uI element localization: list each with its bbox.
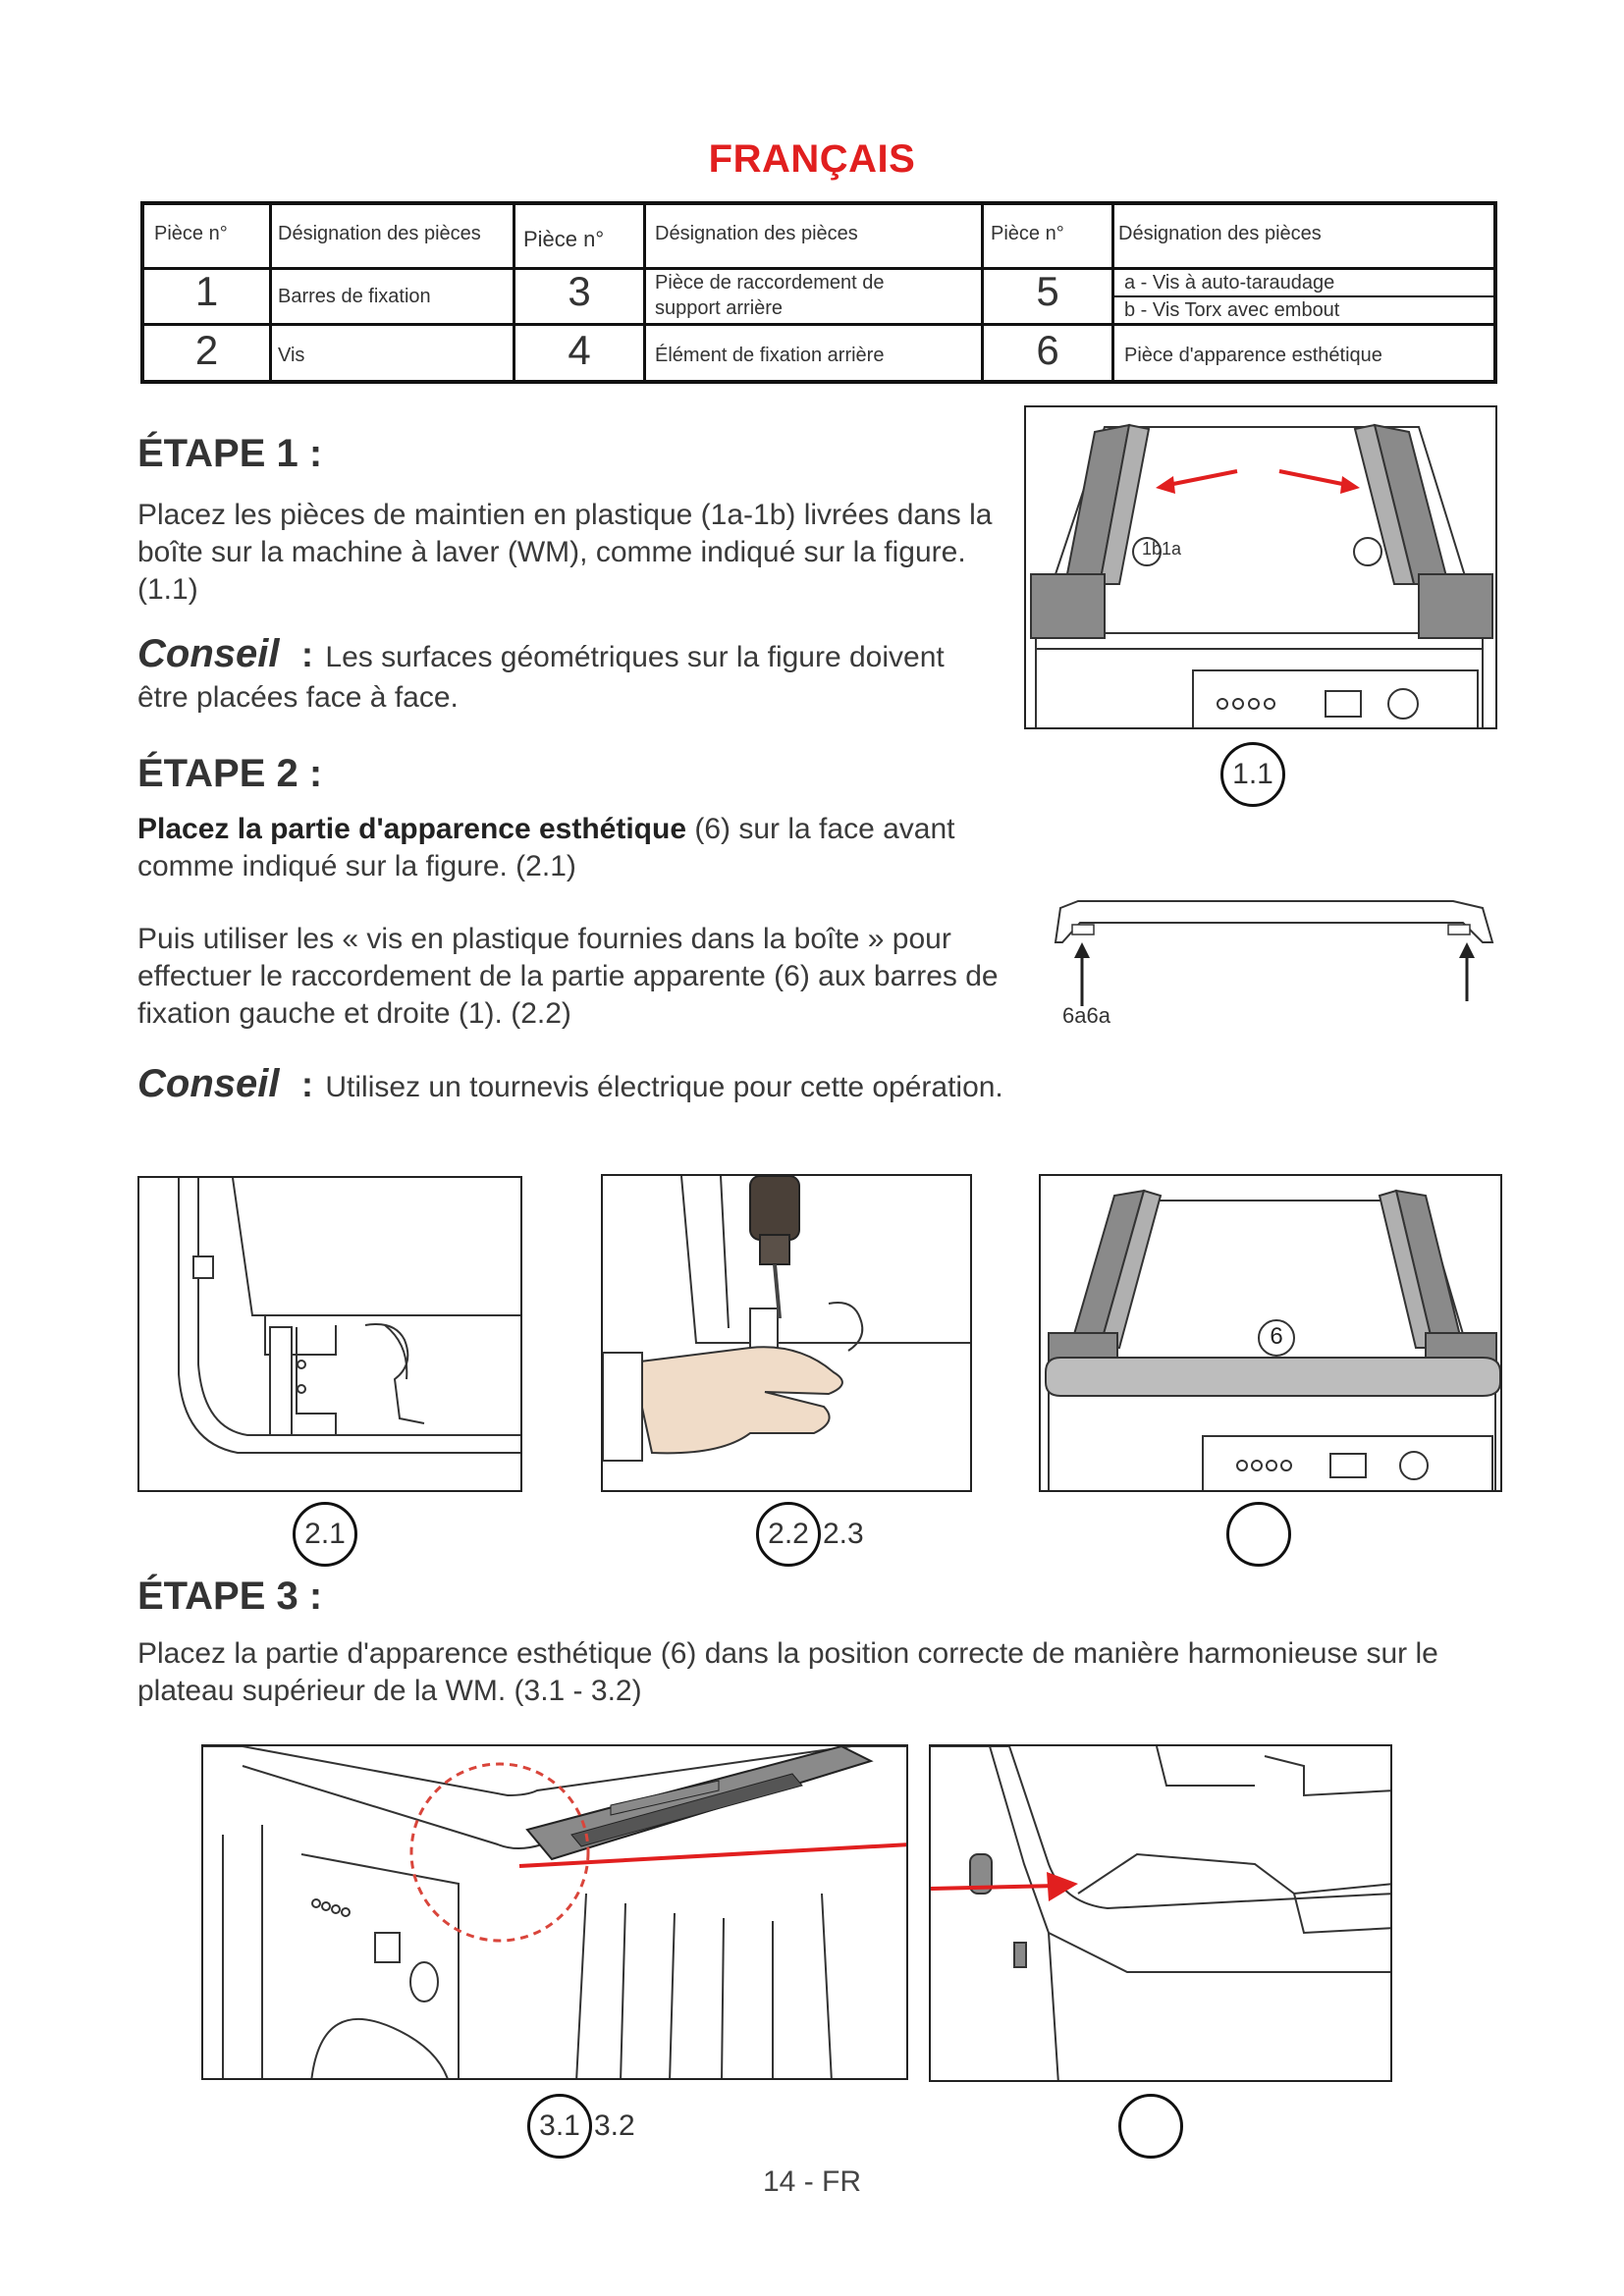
figure-label-empty	[1118, 2094, 1183, 2159]
step3-title: ÉTAPE 3 :	[137, 1575, 323, 1618]
figure-aesthetic-part	[1051, 893, 1502, 1041]
figure-label-3-1: 3.1	[527, 2094, 592, 2159]
figure-label-1-1: 1.1	[1220, 742, 1285, 807]
figure-2-1	[137, 1176, 522, 1492]
figure-label-3-2: 3.2	[594, 2109, 635, 2142]
part-designation-line: support arrière	[655, 297, 784, 319]
step3-text	[137, 1635, 1512, 1710]
figure-2-2	[601, 1174, 972, 1492]
text-bold: Placez la partie d'apparence esthétique	[137, 813, 687, 845]
figure-1-1-drawing	[1026, 407, 1497, 729]
header-part-number-1: Pièce n°	[154, 223, 228, 244]
text-line: fixation gauche et droite (1). (2.2)	[137, 997, 571, 1030]
part-designation: Élément de fixation arrière	[655, 345, 885, 366]
step2-tip	[137, 1062, 1080, 1106]
figure-3-1	[201, 1744, 908, 2080]
text-line: plateau supérieur de la WM. (3.1 - 3.2)	[137, 1675, 642, 1707]
step2-text	[137, 811, 1021, 885]
tip-label: Conseil	[137, 1062, 280, 1105]
part-number: 4	[568, 327, 591, 373]
step2-para2	[137, 921, 1041, 1033]
header-designation-1: Désignation des pièces	[278, 223, 481, 244]
figure-1-1	[1024, 405, 1497, 729]
part-designation	[655, 270, 979, 321]
figure-2-3	[1039, 1174, 1502, 1492]
figure-3-1-drawing	[203, 1746, 908, 2080]
figure-label-2-2: 2.2	[756, 1502, 821, 1567]
step1-tip	[137, 632, 1021, 676]
step2-title: ÉTAPE 2 :	[137, 752, 323, 795]
figure-2-1-drawing	[139, 1178, 522, 1492]
part-designation-line: Pièce de raccordement de	[655, 272, 885, 294]
part-number: 2	[194, 327, 219, 373]
tip-label: Conseil	[137, 632, 280, 675]
tip-text-line2: être placées face à face.	[137, 681, 459, 714]
figure-2-2-drawing	[603, 1176, 972, 1492]
text-line	[137, 811, 1021, 848]
page-footer: 14 - FR	[762, 2165, 862, 2198]
figure-3-2	[929, 1744, 1392, 2082]
part-designation: a - Vis à auto-taraudage	[1124, 272, 1335, 294]
language-title: FRANÇAIS	[708, 137, 916, 181]
figure-label-2-3: 2.3	[823, 1518, 864, 1550]
part-number-label: 6	[1270, 1323, 1283, 1350]
text-line: Placez les pièces de maintien en plastique (1a-1b) livrées dans la	[137, 499, 993, 531]
part-number: 3	[568, 268, 591, 314]
step1-text	[137, 497, 1021, 609]
part-designation: Barres de fixation	[278, 286, 431, 307]
header-part-number-2: Pièce n°	[523, 227, 605, 251]
text-line: effectuer le raccordement de la partie apparente (6) aux barres de	[137, 960, 999, 992]
header-designation-2: Désignation des pièces	[655, 223, 858, 244]
figure-label-empty	[1226, 1502, 1291, 1567]
callout-label: 1b1a	[1142, 539, 1182, 559]
text-line: comme indiqué sur la figure. (2.1)	[137, 850, 576, 882]
tip-colon: :	[300, 634, 313, 674]
aesthetic-part-drawing	[1051, 893, 1502, 1041]
text-line: Placez la partie d'apparence esthétique (6) dans la position correcte de manière harmonieuse sur le	[137, 1637, 1438, 1670]
figure-3-2-drawing	[931, 1746, 1392, 2082]
figure-label-2-1: 2.1	[293, 1502, 357, 1567]
tip-text: Les surfaces géométriques sur la figure doivent	[325, 641, 945, 673]
part-designation: Pièce d'apparence esthétique	[1124, 345, 1382, 366]
part-number: 1	[194, 268, 219, 314]
step1-title: ÉTAPE 1 :	[137, 432, 323, 475]
text-line: (1.1)	[137, 573, 198, 606]
tip-colon: :	[300, 1064, 313, 1104]
parts-table	[140, 201, 1497, 384]
part-designation: Vis	[278, 345, 305, 366]
callout-label: 6a6a	[1062, 1003, 1110, 1028]
header-part-number-3: Pièce n°	[991, 223, 1064, 244]
text-line: Puis utiliser les « vis en plastique fournies dans la boîte » pour	[137, 923, 951, 955]
part-number: 6	[1036, 327, 1059, 373]
header-designation-3: Désignation des pièces	[1118, 223, 1322, 244]
part-number: 5	[1036, 268, 1059, 314]
text-rest: (6) sur la face avant	[686, 813, 955, 845]
part-designation: b - Vis Torx avec embout	[1124, 299, 1340, 321]
tip-text: Utilisez un tournevis électrique pour cette opération.	[325, 1071, 1003, 1103]
text-line: boîte sur la machine à laver (WM), comme indiqué sur la figure.	[137, 536, 966, 568]
